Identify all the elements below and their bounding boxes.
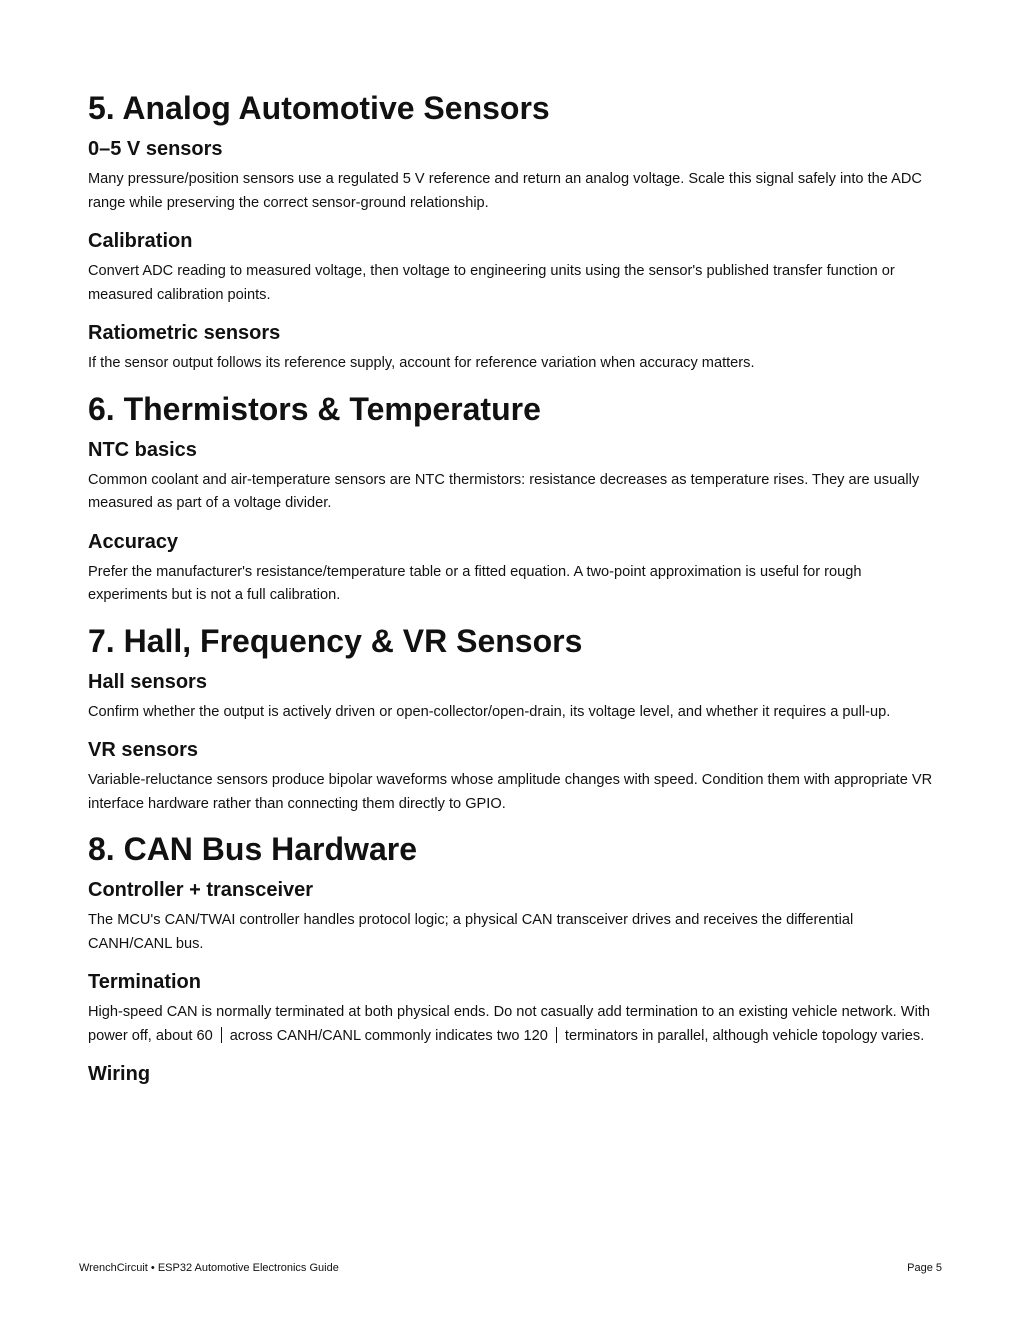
paragraph — [88, 1001, 938, 1048]
section-analog-sensors — [88, 88, 938, 376]
subsection-heading: VR sensors — [88, 739, 199, 761]
paragraph: The MCU's CAN/TWAI controller handles protocol logic; a physical CAN transceiver drives and receives the differential CANH/CANL bus. — [88, 912, 854, 952]
text-span: across CANH/CANL commonly indicates two 120 — [229, 1027, 548, 1044]
missing-glyph-icon — [556, 1027, 557, 1043]
section-hall-vr — [88, 621, 938, 817]
section-title: 5. Analog Automotive Sensors — [88, 90, 550, 126]
missing-glyph-icon — [221, 1027, 222, 1043]
section-thermistors — [88, 389, 938, 608]
paragraph: Many pressure/position sensors use a regulated 5 V reference and return an analog voltage. Scale this signal safely into the ADC range while preserving the correct sensor-ground relationship. — [88, 171, 922, 211]
subsection-heading: Wiring — [88, 1063, 151, 1085]
page-number: Page 5 — [907, 1262, 942, 1274]
paragraph: Confirm whether the output is actively driven or open-collector/open-drain, its voltage level, and whether it requires a pull-up. — [88, 703, 891, 720]
footer-title: WrenchCircuit • ESP32 Automotive Electronics Guide — [79, 1262, 339, 1274]
paragraph: Variable-reluctance sensors produce bipolar waveforms whose amplitude changes with speed. Condition them with appropriate VR interface hardware rather than connecting them directly to GPIO. — [88, 772, 933, 812]
subsection-heading: 0–5 V sensors — [88, 138, 223, 160]
section-title: 6. Thermistors & Temperature — [88, 390, 541, 427]
text-span: terminators in parallel, although vehicle topology varies. — [564, 1027, 925, 1044]
subsection-heading: Ratiometric sensors — [88, 322, 281, 344]
paragraph: Convert ADC reading to measured voltage, then voltage to engineering units using the sensor's published transfer function or measured calibration points. — [88, 263, 895, 303]
section-title: 7. Hall, Frequency & VR Sensors — [88, 622, 583, 659]
paragraph: Common coolant and air-temperature sensors are NTC thermistors: resistance decreases as temperature rises. They are usually measured as part of a voltage divider. — [88, 471, 920, 511]
section-can-bus — [88, 829, 938, 1087]
subsection-heading: Termination — [88, 971, 201, 993]
text-span: High-speed CAN is normally terminated at both physical ends. Do not casually add termination to an existing vehicle network. With power off, about 60 — [88, 1004, 930, 1044]
paragraph: Prefer the manufacturer's resistance/temperature table or a fitted equation. A two-point approximation is useful for rough experiments but is not a full calibration. — [88, 563, 862, 603]
paragraph: If the sensor output follows its reference supply, account for reference variation when accuracy matters. — [88, 355, 755, 371]
page-content — [88, 88, 938, 1093]
section-title: 8. CAN Bus Hardware — [88, 831, 417, 867]
subsection-heading: NTC basics — [88, 438, 197, 461]
subsection-heading: Calibration — [88, 230, 193, 252]
subsection-heading: Hall sensors — [88, 670, 207, 693]
subsection-heading: Controller + transceiver — [88, 879, 314, 901]
subsection-heading: Accuracy — [88, 530, 179, 553]
